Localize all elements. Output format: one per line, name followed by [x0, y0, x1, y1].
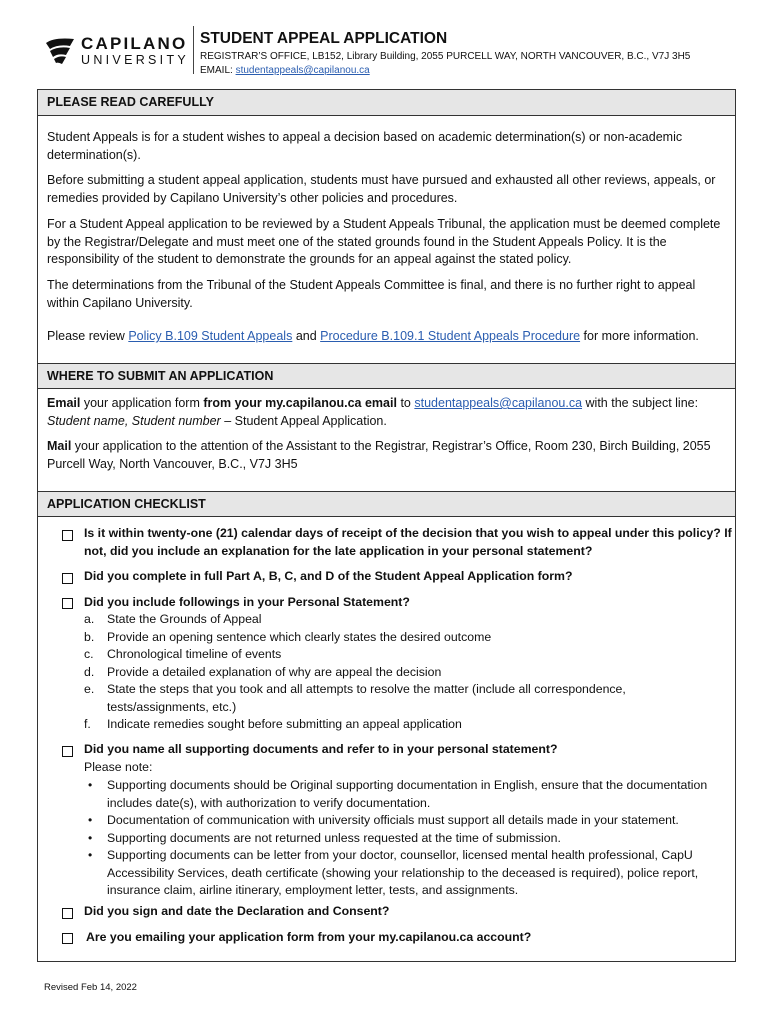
checkbox-q5[interactable] [62, 908, 73, 919]
bullet-icon: • [88, 778, 93, 792]
note-bullet: Supporting documents should be Original supporting documentation in English, ensure that the documentation includes date(s), with authorization to verify documentation. [107, 778, 708, 810]
review-text: Please review [47, 329, 125, 343]
checkbox-q2[interactable] [62, 573, 73, 584]
checklist-question-4: Did you name all supporting documents and refer to in your personal statement? [84, 742, 558, 756]
revision-date: Revised Feb 14, 2022 [44, 982, 137, 993]
header-divider [193, 26, 194, 74]
email-label: EMAIL: [200, 65, 233, 76]
read-paragraph-4: The determinations from the Tribunal of the Student Appeals Committee is final, and there is no further right to appeal within Capilano University. [47, 278, 696, 310]
checkbox-q1[interactable] [62, 530, 73, 541]
list-item: Chronological timeline of events [107, 647, 282, 661]
list-marker: a. [84, 612, 95, 626]
procedure-link[interactable]: Procedure B.109.1 Student Appeals Procedure [320, 329, 581, 343]
review-more-info: for more information. [583, 329, 699, 343]
list-item: Provide an opening sentence which clearly states the desired outcome [107, 630, 492, 644]
office-address: REGISTRAR’S OFFICE, LB152, Library Building, 2055 PURCELL WAY, NORTH VANCOUVER, B.C., V7J 3H5 [200, 51, 691, 62]
list-item: Indicate remedies sought before submitting an appeal application [107, 717, 462, 731]
submit-email-link[interactable]: studentappeals@capilanou.ca [414, 396, 583, 410]
list-item: State the Grounds of Appeal [107, 612, 262, 626]
bullet-icon: • [88, 848, 93, 862]
mail-bold: Mail [47, 439, 72, 453]
submit-mail-paragraph [47, 438, 727, 473]
list-marker: f. [84, 717, 91, 731]
checklist-question-3: Did you include followings in your Personal Statement? [84, 595, 410, 609]
read-paragraph-5 [47, 328, 727, 346]
note-bullet: Documentation of communication with university officials must support all details made in your statement. [107, 813, 679, 827]
bullet-icon: • [88, 813, 93, 827]
email-to: to [400, 396, 411, 410]
email-bold: Email [47, 396, 81, 410]
checklist-question-5: Did you sign and date the Declaration and Consent? [84, 904, 390, 918]
section-submit-heading: WHERE TO SUBMIT AN APPLICATION [38, 363, 735, 389]
submit-email-paragraph [47, 395, 727, 430]
email-text: your application form [83, 396, 200, 410]
checkbox-q4[interactable] [62, 746, 73, 757]
policy-link[interactable]: Policy B.109 Student Appeals [128, 329, 293, 343]
section-read-carefully-heading: PLEASE READ CAREFULLY [38, 90, 735, 116]
checkbox-q6[interactable] [62, 933, 73, 944]
email-bold-source: from your my.capilanou.ca email [203, 396, 397, 410]
list-marker: e. [84, 682, 95, 696]
page-title: STUDENT APPEAL APPLICATION [200, 30, 448, 47]
list-marker: c. [84, 647, 94, 661]
checklist-question-2: Did you complete in full Part A, B, C, and D of the Student Appeal Application form? [84, 569, 573, 583]
read-paragraph-1: Student Appeals is for a student wishes to appeal a decision based on academic determination(s) or non-academic determination(s). [47, 130, 683, 162]
read-paragraph-3: For a Student Appeal application to be reviewed by a Student Appeals Tribunal, the application must be deemed complete by the Registrar/Delegate and must meet one of the stated grounds found in the Student Appeals Policy. It is the responsibility of the student to demonstrate the grounds for an appeal against the stated policy. [47, 217, 721, 266]
list-marker: b. [84, 630, 95, 644]
capilano-crest-icon [44, 35, 76, 65]
checklist-question-6: Are you emailing your application form from your my.capilanou.ca account? [86, 930, 532, 944]
note-bullet: Supporting documents are not returned unless requested at the time of submission. [107, 831, 561, 845]
form-frame [37, 89, 736, 962]
note-bullet: Supporting documents can be letter from your doctor, counsellor, licensed mental health professional, CapU Accessibility Services, death certificate (showing your relationship to the deceased is required), police report, insurance claim, airline itinerary, employment letter, tests, and assignments. [107, 848, 699, 897]
review-and: and [295, 329, 317, 343]
section-checklist-heading: APPLICATION CHECKLIST [38, 491, 735, 517]
header-email-link[interactable]: studentappeals@capilanou.ca [235, 65, 370, 76]
checklist-question-1: Is it within twenty-one (21) calendar days of receipt of the decision that you wish to appeal under this policy? If not, did you include an explanation for the late application in your personal statement? [84, 526, 732, 558]
logo-name: CAPILANO [81, 34, 188, 53]
list-item: State the steps that you took and all attempts to resolve the matter (include all correspondence, tests/assignments, etc.) [107, 682, 626, 714]
document-header [0, 0, 770, 84]
please-note: Please note: [84, 760, 153, 774]
list-item: Provide a detailed explanation of why are appeal the decision [107, 665, 442, 679]
logo-university: UNIVERSITY [81, 53, 190, 67]
subject-line-italic: Student name, Student number [47, 413, 221, 428]
mail-text: your application to the attention of the Assistant to the Registrar, Registrar’s Office, Room 230, Birch Building, 2055 Purcell Way, North Vancouver, B.C., V7J 3H5 [47, 439, 711, 471]
email-subject-label: with the subject line: [585, 396, 699, 410]
checkbox-q3[interactable] [62, 598, 73, 609]
bullet-icon: • [88, 831, 93, 845]
read-paragraph-2: Before submitting a student appeal application, students must have pursued and exhausted all other reviews, appeals, or remedies provided by Capilano University’s other policies and procedures. [47, 173, 716, 205]
header-email [200, 65, 370, 76]
subject-line-rest: – Student Appeal Application. [224, 413, 387, 428]
list-marker: d. [84, 665, 95, 679]
capilano-logo [44, 33, 190, 73]
